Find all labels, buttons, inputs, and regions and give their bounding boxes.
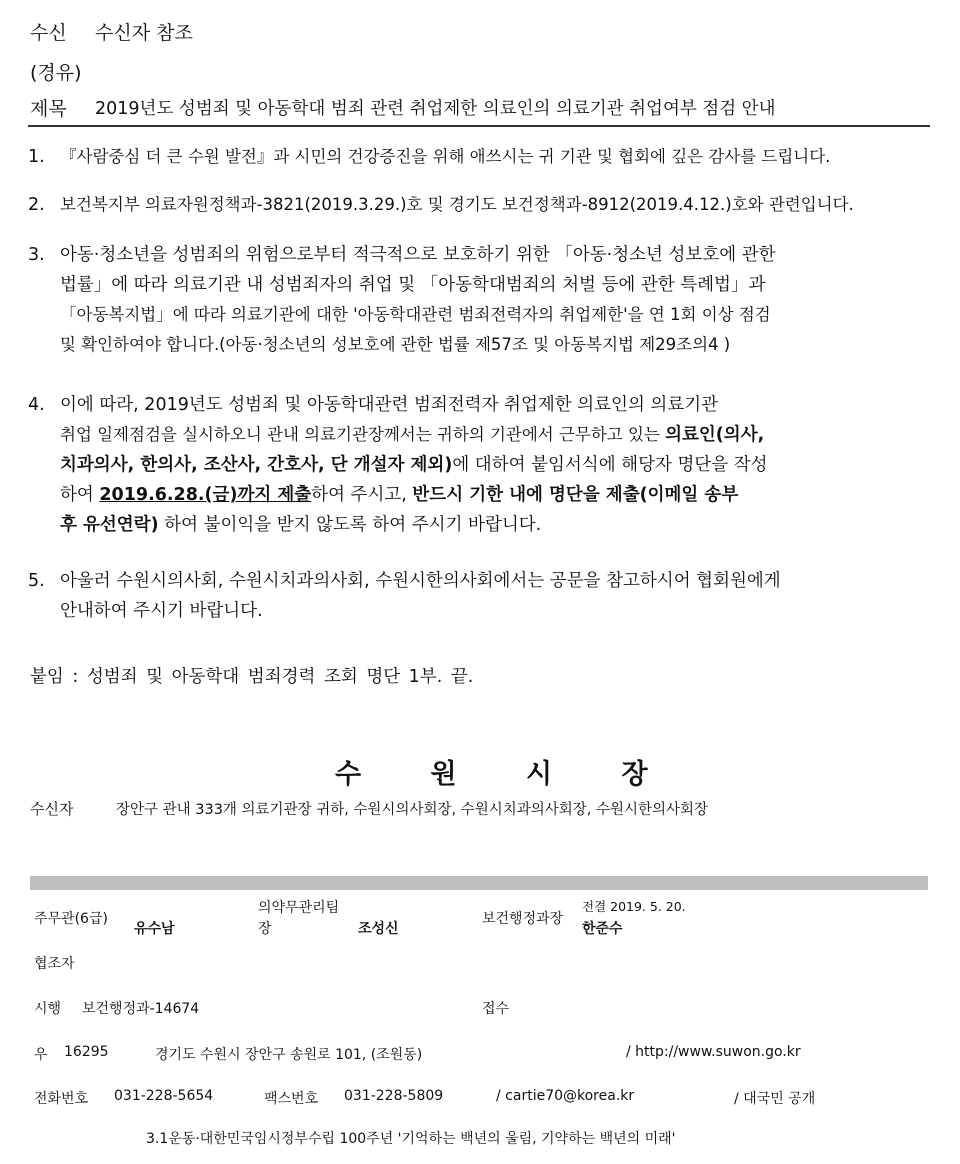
- recipient-value: 수신자 참조: [95, 22, 193, 44]
- paragraph-line: 안내하여 주시기 바랍니다.: [60, 601, 263, 621]
- paragraph-text: 보건복지부 의료자원정책과-3821(2019.3.29.)호 및 경기도 보건정책과-8912(2019.4.12.)호와 관련입니다.: [60, 195, 854, 214]
- target-bold: 치과의사, 한의사, 조산사, 간호사, 단 개설자 제외): [60, 455, 453, 475]
- paragraph-text: 『사람중심 더 큰 수원 발전』과 시민의 건강증진을 위해 애쓰시는 귀 기관 및 협회에 깊은 감사를 드립니다.: [60, 147, 831, 166]
- recipients-label: 수신자: [30, 800, 74, 818]
- subject-value: 2019년도 성범죄 및 아동학대 범죄 관련 취업제한 의료인의 의료기관 취업여부 점검 안내: [95, 99, 776, 119]
- inline-text: 하여: [60, 485, 100, 505]
- inline-text: 에 대하여 붙임서식에 해당자 명단을 작성: [452, 455, 768, 475]
- paragraph-line: 법률」에 따라 의료기관 내 성범죄자의 취업 및 「아동학대범죄의 처벌 등에 관한 특례법」과: [60, 275, 766, 295]
- address: 경기도 수원시 장안구 송원로 101, (조원동): [155, 1047, 423, 1063]
- recipients-value: 장안구 관내 333개 의료기관장 귀하, 수원시의사회장, 수원시치과의사회장, 수원시한의사회장: [116, 802, 709, 818]
- paragraph-line: 및 확인하여야 합니다.(아동·청소년의 성보호에 관한 법률 제57조 및 아동복지법 제29조의4 ): [60, 335, 731, 354]
- footer-gray-bar: [30, 876, 928, 890]
- phone-label: 전화번호: [34, 1091, 89, 1107]
- paragraph-number: 5.: [28, 571, 45, 591]
- approval-name-1: 유수남: [134, 921, 175, 937]
- paragraph-line: [60, 510, 940, 540]
- phone-number: 031-228-5654: [114, 1088, 214, 1104]
- cooperator-label: 협조자: [34, 956, 75, 972]
- receipt-label: 접수: [482, 1001, 510, 1017]
- email-link[interactable]: / cartie70@korea.kr: [496, 1088, 635, 1104]
- postal-code: 16295: [64, 1044, 109, 1060]
- approval-role-1: 주무관(6급): [34, 911, 108, 927]
- disclosure-status: / 대국민 공개: [734, 1091, 816, 1107]
- via-label: (경유): [30, 62, 82, 84]
- paragraph-number: 4.: [28, 395, 45, 415]
- paragraph-line: 「아동복지법」에 따라 의료기관에 대한 '아동학대관련 범죄전력자의 취업제한'을 연 1회 이상 점검: [60, 305, 771, 324]
- paragraph-1: [28, 142, 940, 172]
- inline-text: 하여 주시고,: [311, 485, 413, 505]
- target-bold: 의료인(의사,: [665, 425, 765, 445]
- recipient-label: 수신: [30, 22, 67, 44]
- enforcement-label: 시행: [34, 1001, 62, 1017]
- website-link[interactable]: / http://www.suwon.go.kr: [626, 1044, 801, 1060]
- paragraph-line: [60, 420, 940, 450]
- warning-bold: 후 유선연락): [60, 515, 159, 535]
- paragraph-line: 아울러 수원시의사회, 수원시치과의사회, 수원시한의사회에서는 공문을 참고하시어 협회원에게: [60, 571, 781, 591]
- footer-slogan: 3.1운동·대한민국임시정부수립 100주년 '기억하는 백년의 울림, 기약하는 백년의 미래': [146, 1131, 676, 1147]
- paragraph-2: [28, 190, 940, 220]
- attachment-line: 붙임 : 성범죄 및 아동학대 범죄경력 조회 명단 1부. 끝.: [30, 667, 474, 687]
- approval-name-2: 조성신: [358, 921, 399, 937]
- paragraph-3: [28, 240, 940, 360]
- paragraph-line: 아동·청소년을 성범죄의 위험으로부터 적극적으로 보호하기 위한 「아동·청소년 성보호에 관한: [60, 245, 776, 265]
- paragraph-number: 2.: [28, 195, 45, 215]
- paragraph-line: [60, 450, 940, 480]
- inline-text: 취업 일제점검을 실시하오니 관내 의료기관장께서는 귀하의 기관에서 근무하고 있는: [60, 425, 666, 444]
- approval-name-3: 한준수: [582, 921, 623, 937]
- subject-rule: [28, 125, 930, 127]
- paragraph-5: [28, 566, 940, 626]
- postal-label: 우: [34, 1047, 48, 1063]
- approval-role-2-line1: 의약무관리팀: [258, 900, 340, 916]
- subject-label: 제목: [30, 98, 67, 120]
- paragraph-number: 3.: [28, 245, 45, 265]
- enforcement-value: 보건행정과-14674: [82, 1001, 200, 1017]
- paragraph-number: 1.: [28, 147, 45, 167]
- approval-role-2-line2: 장: [258, 921, 272, 937]
- paragraph-line: [60, 480, 940, 510]
- warning-bold: 반드시 기한 내에 명단을 제출(이메일 송부: [412, 485, 739, 505]
- approval-role-3: 보건행정과장: [482, 911, 564, 927]
- sender-title: 수 원 시 장: [335, 759, 678, 790]
- paragraph-4: [28, 390, 940, 540]
- inline-text: 하여 불이익을 받지 않도록 하여 주시기 바랍니다.: [158, 515, 542, 535]
- fax-number: 031-228-5809: [344, 1088, 444, 1104]
- deadline-text: 2019.6.28.(금)까지 제출: [99, 485, 312, 505]
- paragraph-line: 이에 따라, 2019년도 성범죄 및 아동학대관련 범죄전력자 취업제한 의료인의 의료기관: [60, 395, 719, 415]
- fax-label: 팩스번호: [264, 1091, 319, 1107]
- approval-final-note: 전결 2019. 5. 20.: [582, 899, 686, 914]
